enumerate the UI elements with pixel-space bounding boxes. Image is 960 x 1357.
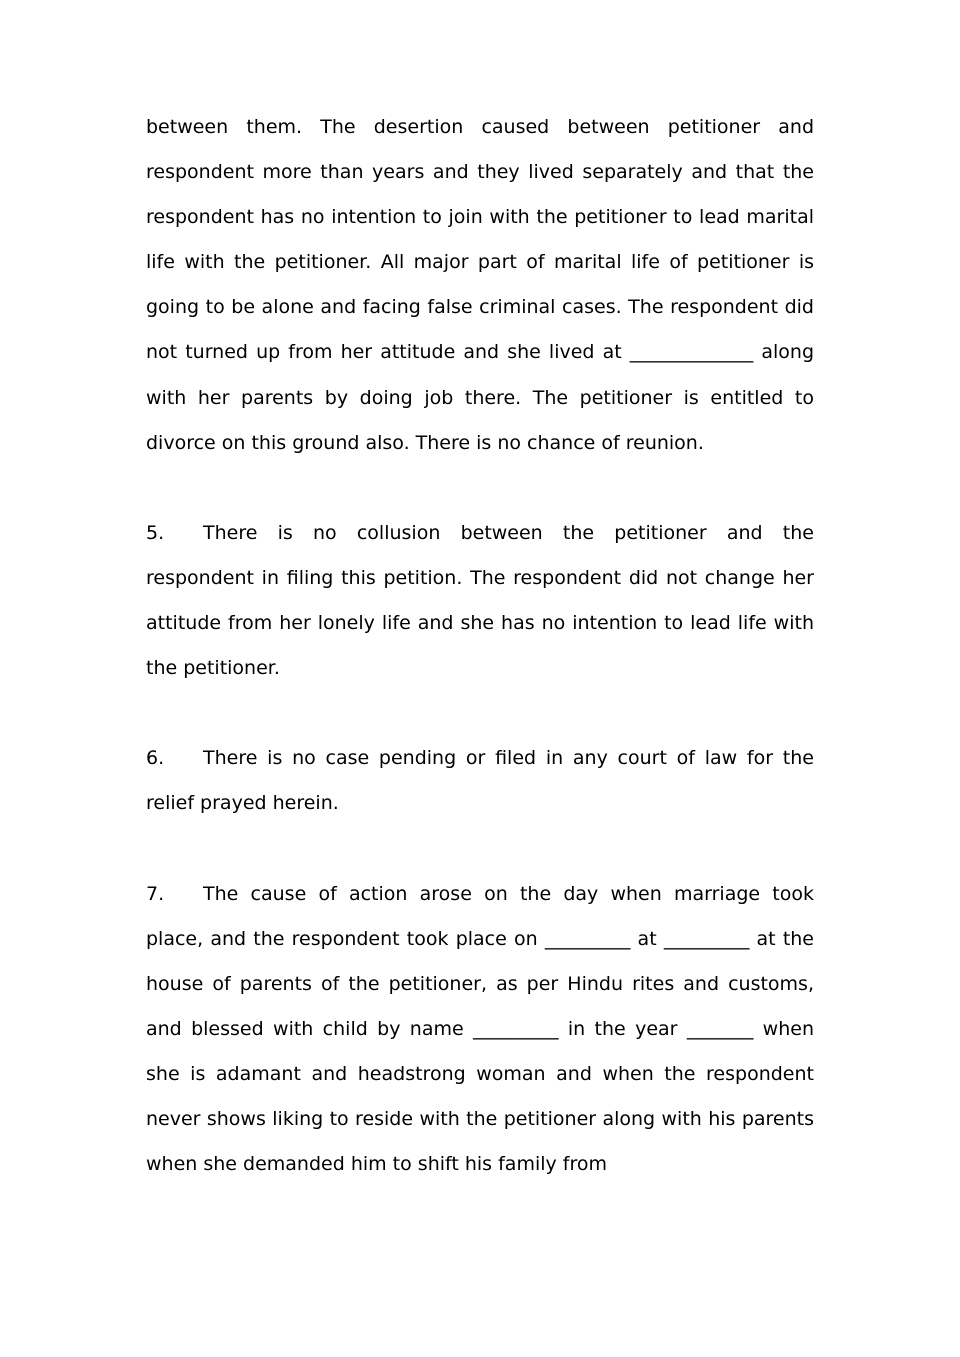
paragraph-number: 7.	[146, 882, 165, 905]
paragraph-text: There is no collusion between the petitioner and the respondent in filing this petition. The respondent did not change her attitude from her lonely life and she has no intention to lead life with the petitioner.	[146, 521, 814, 680]
paragraph-continuation	[146, 105, 814, 466]
paragraph-number: 5.	[146, 521, 165, 544]
paragraph-text: The cause of action arose on the day when marriage took place, and the respondent took place on _________ at _________ at the house of parents of the petitioner, as per Hindu rites and customs, and blessed with child by name _________ in the year _______ when she is adamant and headstrong woman and when the respondent never shows liking to reside with the petitioner along with his parents when she demanded him to shift his family from	[146, 882, 814, 1176]
paragraph-7	[146, 872, 814, 1188]
paragraph-gap	[146, 466, 814, 511]
paragraph-number: 6.	[146, 747, 165, 770]
paragraph-text: There is no case pending or filed in any court of law for the relief prayed herein.	[146, 747, 814, 815]
paragraph-6	[146, 736, 814, 826]
paragraph-gap	[146, 827, 814, 872]
paragraph-text: between them. The desertion caused between petitioner and respondent more than years and they lived separately and that the respondent has no intention to join with the petitioner to lead marital life with the petitioner. All major part of marital life of petitioner is going to be alone and facing false criminal cases. The respondent did not turned up from her attitude and she lived at _____________ along with her parents by doing job there. The petitioner is entitled to divorce on this ground also. There is no chance of reunion.	[146, 116, 814, 454]
paragraph-gap	[146, 691, 814, 736]
paragraph-5	[146, 511, 814, 691]
document-page	[146, 105, 814, 1187]
